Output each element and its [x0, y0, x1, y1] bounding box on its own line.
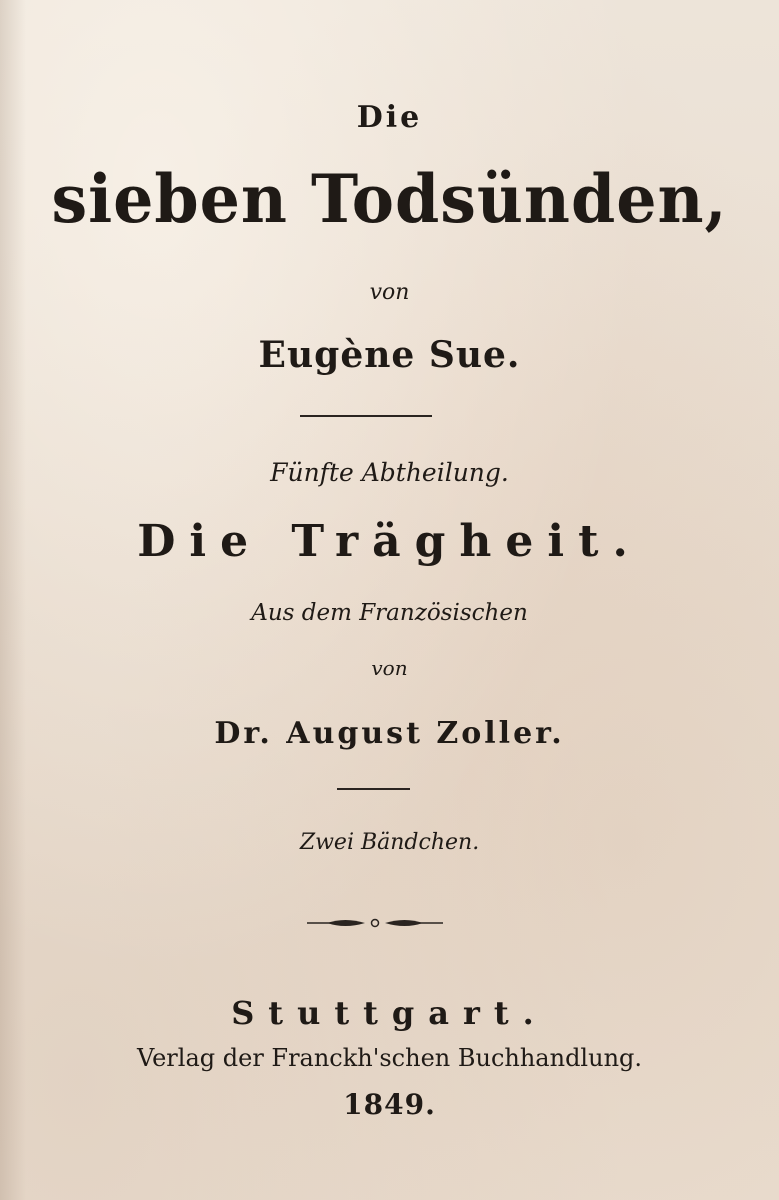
ornament-rule — [305, 913, 445, 933]
part-label: Fünfte Abtheilung. — [270, 458, 509, 487]
title-article: Die — [356, 100, 423, 135]
divider-rule-short — [337, 788, 410, 790]
author-name: Eugène Sue. — [258, 334, 521, 376]
translated-from: Aus dem Französischen — [251, 600, 528, 626]
volume-count: Zwei Bändchen. — [299, 830, 480, 855]
main-title: sieben Todsünden, — [51, 160, 728, 238]
volume-title: Die Trägheit. — [137, 516, 642, 567]
divider-rule — [300, 415, 432, 417]
by-line-author: von — [369, 280, 410, 305]
publication-city: Stuttgart. — [231, 994, 548, 1032]
by-line-translator: von — [371, 656, 408, 680]
publisher: Verlag der Franckh'schen Buchhandlung. — [136, 1044, 643, 1072]
publication-year: 1849. — [343, 1088, 436, 1121]
translator-name: Dr. August Zoller. — [214, 716, 565, 751]
